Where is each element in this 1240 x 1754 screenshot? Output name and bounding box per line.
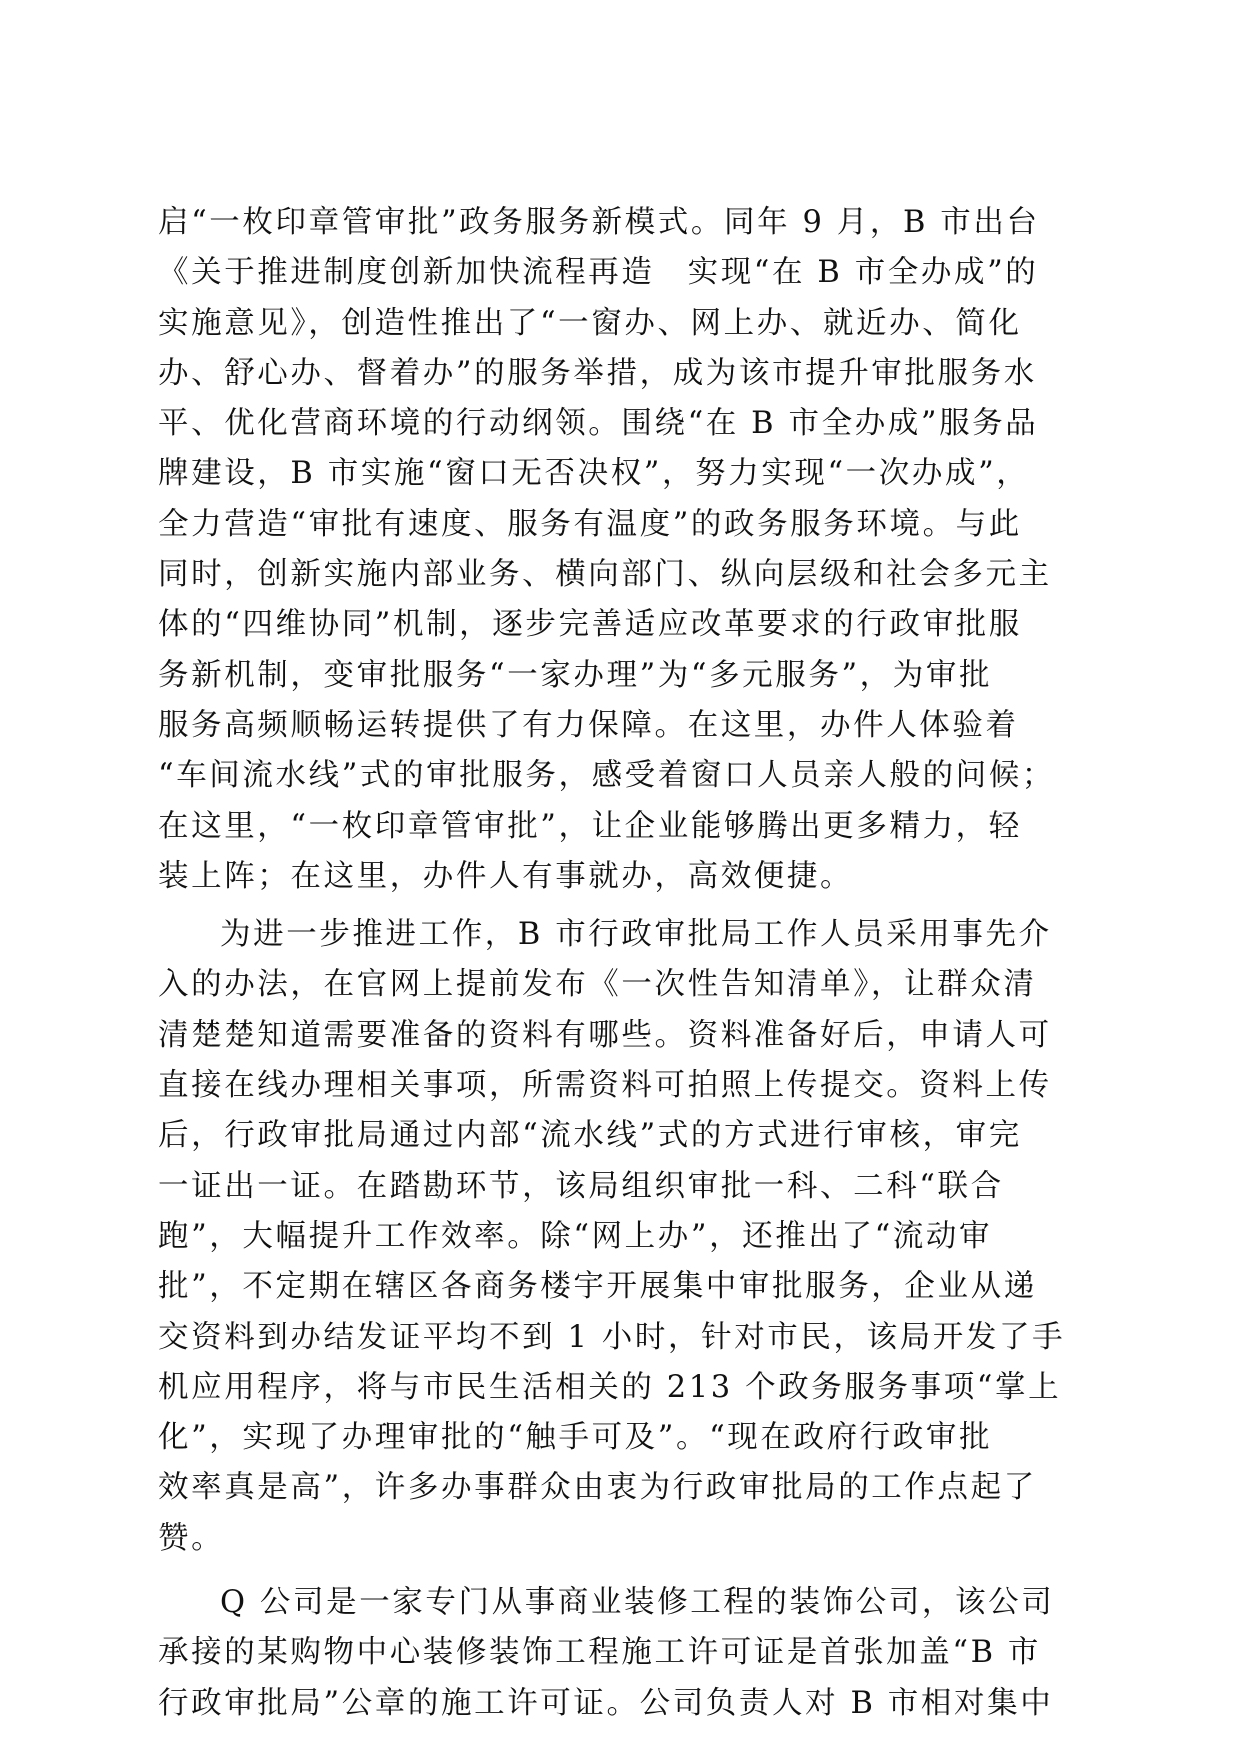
text-line: 后，行政审批局通过内部“流水线”式的方式进行审核，审完 xyxy=(158,1118,1022,1154)
text-line: 全力营造“审批有速度、服务有温度”的政务服务环境。与此 xyxy=(158,506,1022,542)
paragraph-1 xyxy=(158,198,1084,902)
text-line: 平、优化营商环境的行动纲领。围绕“在 B 市全办成”服务品 xyxy=(158,406,1039,442)
text-line: 办、舒心办、督着办”的服务举措，成为该市提升审批服务水 xyxy=(158,355,1037,391)
text-line: 机应用程序，将与市民生活相关的 213 个政务服务事项“掌上 xyxy=(158,1369,1062,1405)
text-line: 一证出一证。在踏勘环节，该局组织审批一科、二科“联合 xyxy=(158,1168,1004,1204)
text-line: 入的办法，在官网上提前发布《一次性告知清单》，让群众清 xyxy=(158,967,1037,1003)
text-line: 批”，不定期在辖区各商务楼宇开展集中审批服务，企业从递 xyxy=(158,1269,1037,1305)
document-page xyxy=(158,198,1084,1729)
paragraph-2 xyxy=(158,910,1084,1564)
text-line: 牌建设，B 市实施“窗口无否决权”，努力实现“一次办成”， xyxy=(158,456,1030,492)
text-line: 直接在线办理相关事项，所需资料可拍照上传提交。资料上传 xyxy=(158,1068,1052,1104)
text-line: 《关于推进制度创新加快流程再造 实现“在 B 市全办成”的 xyxy=(158,255,1039,291)
text-line: 同时，创新实施内部业务、横向部门、纵向层级和社会多元主 xyxy=(158,557,1052,593)
text-line: 启“一枚印章管审批”政务服务新模式。同年 9 月，B 市出台 xyxy=(158,205,1040,240)
text-line: 行政审批局”公章的施工许可证。公司负责人对 B 市相对集中 xyxy=(158,1685,1054,1721)
text-line: 实施意见》，创造性推出了“一窗办、网上办、就近办、简化 xyxy=(158,305,1022,341)
paragraph-3 xyxy=(158,1578,1084,1729)
text-line: 效率真是高”，许多办事群众由衷为行政审批局的工作点起了 xyxy=(158,1470,1037,1506)
text-line: 体的“四维协同”机制，逐步完善适应改革要求的行政审批服 xyxy=(158,607,1022,643)
text-line: 跑”，大幅提升工作效率。除“网上办”，还推出了“流动审 xyxy=(158,1218,993,1254)
text-line: 赞。 xyxy=(158,1520,225,1556)
text-line: Q 公司是一家专门从事商业装修工程的装饰公司，该公司 xyxy=(220,1585,1055,1621)
text-line: 交资料到办结发证平均不到 1 小时，针对市民，该局开发了手 xyxy=(158,1319,1066,1355)
text-line: 在这里，“一枚印章管审批”，让企业能够腾出更多精力，轻 xyxy=(158,808,1022,844)
text-line: 服务高频顺畅运转提供了有力保障。在这里，办件人体验着 xyxy=(158,707,1019,743)
text-line: 化”，实现了办理审批的“触手可及”。“现在政府行政审批 xyxy=(158,1420,993,1456)
text-line: “车间流水线”式的审批服务，感受着窗口人员亲人般的问候； xyxy=(158,758,1055,794)
text-line: 为进一步推进工作，B 市行政审批局工作人员采用事先介 xyxy=(220,917,1052,953)
text-line: 清楚楚知道需要准备的资料有哪些。资料准备好后，申请人可 xyxy=(158,1017,1052,1053)
text-line: 装上阵；在这里，办件人有事就办，高效便捷。 xyxy=(158,858,854,894)
text-line: 务新机制，变审批服务“一家办理”为“多元服务”，为审批 xyxy=(158,657,993,693)
text-line: 承接的某购物中心装修装饰工程施工许可证是首张加盖“B 市 xyxy=(158,1635,1041,1671)
